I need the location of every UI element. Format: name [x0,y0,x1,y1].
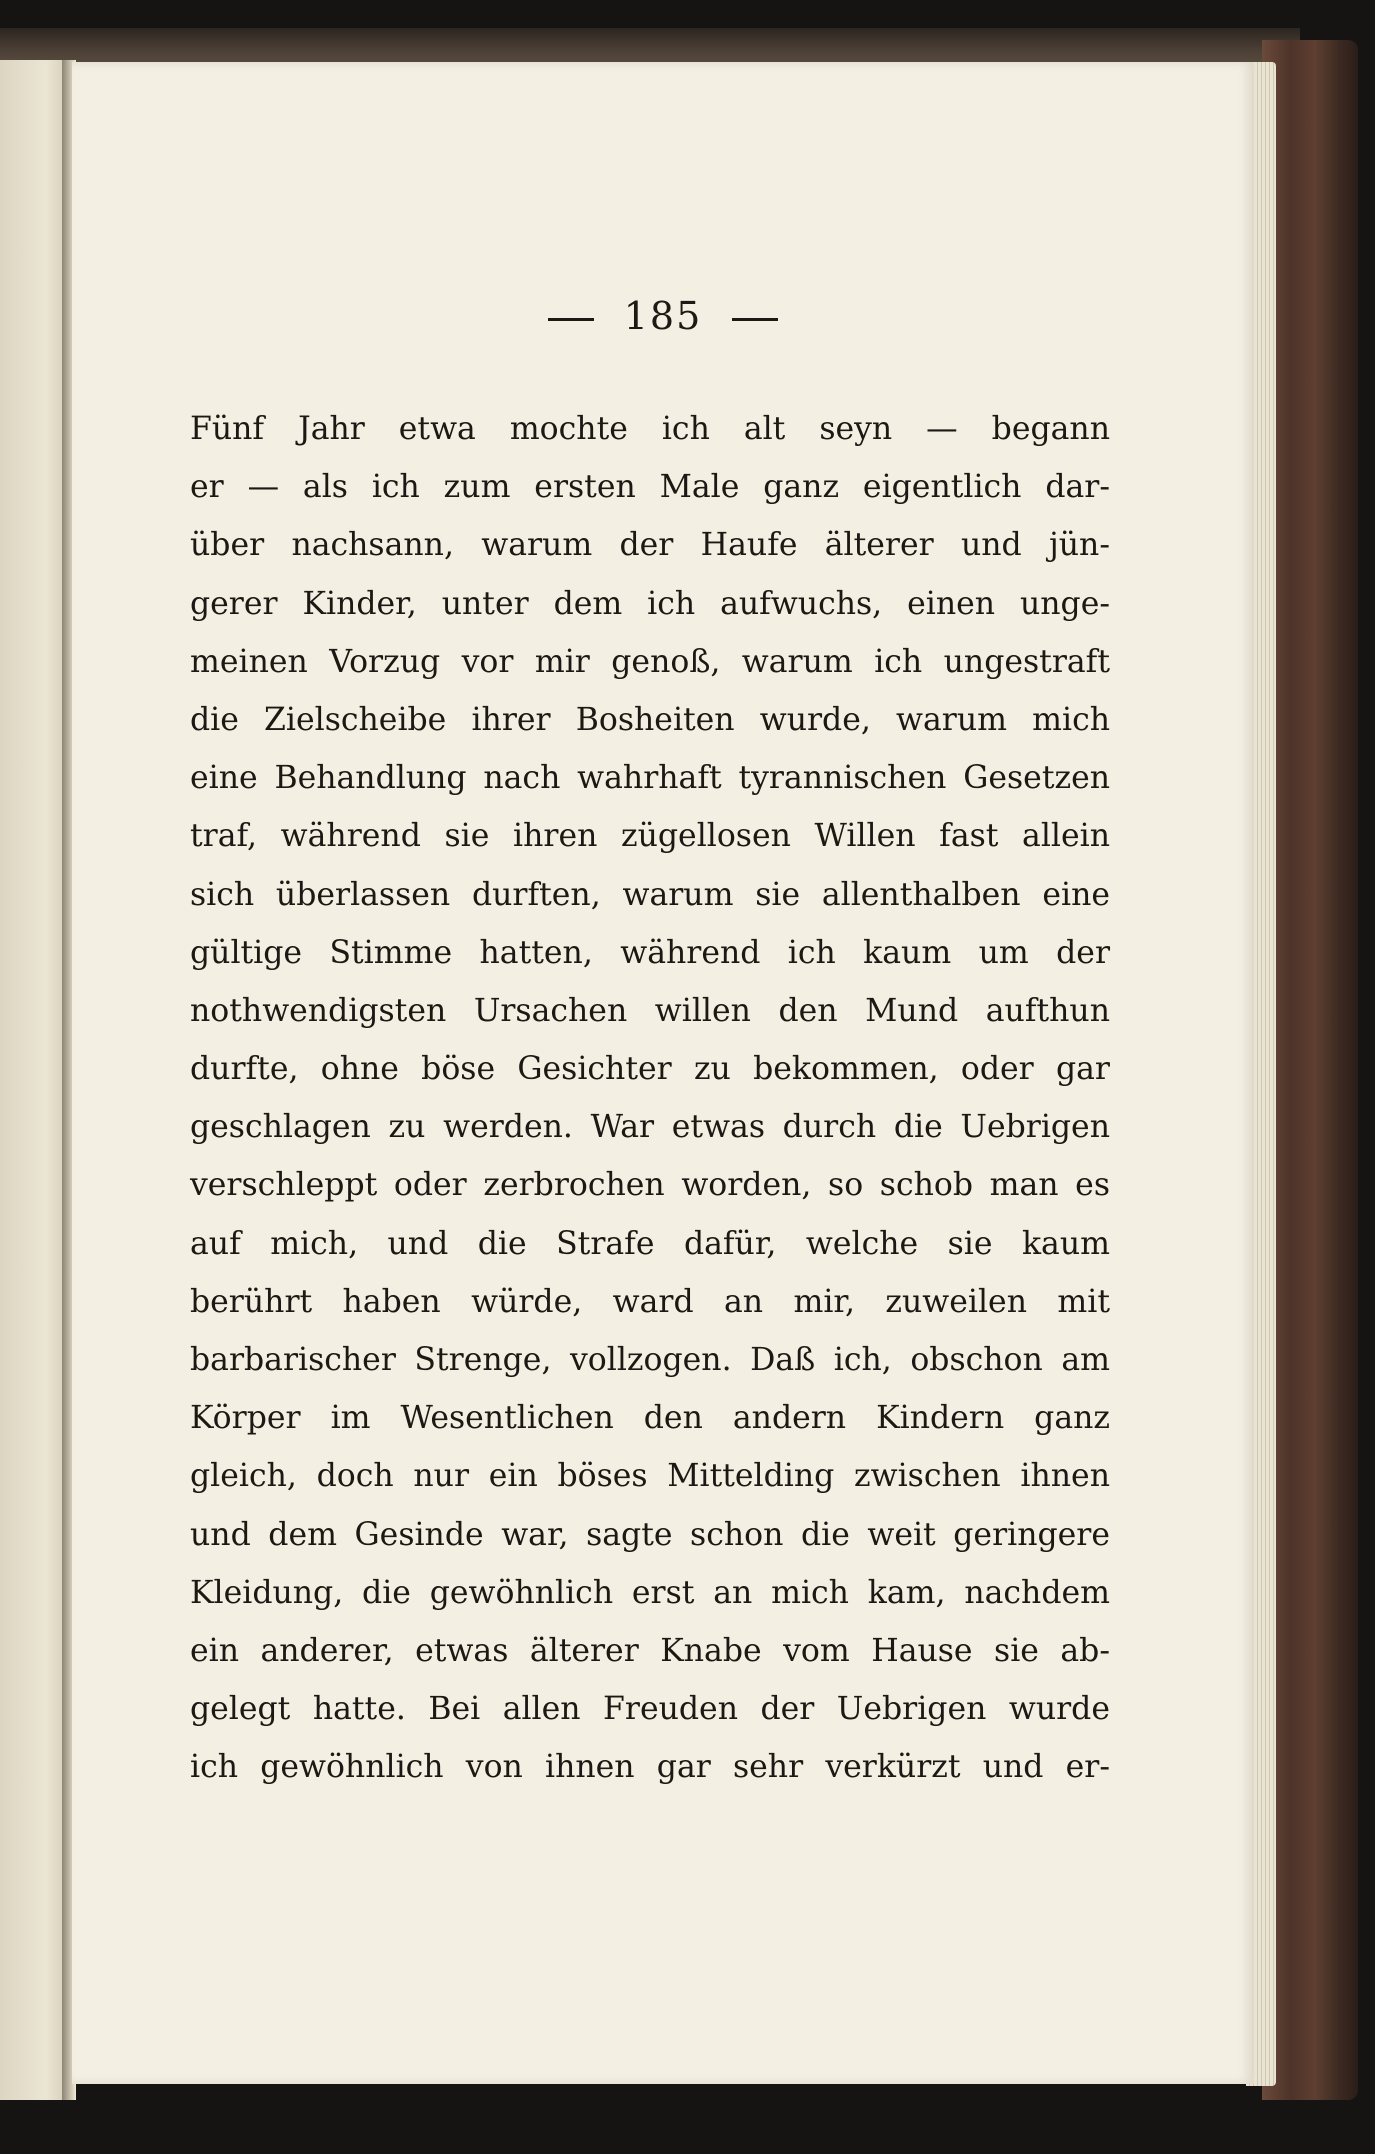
text-line: gelegt hatte. Bei allen Freuden der Uebrigen wurde [190,1691,1110,1728]
text-line: Kleidung, die gewöhnlich erst an mich kam, nachdem [190,1574,1110,1611]
text-line: gültige Stimme hatten, während ich kaum um der [190,934,1110,971]
text-line: gleich, doch nur ein böses Mittelding zwischen ihnen [190,1458,1110,1495]
text-line: Körper im Wesentlichen den andern Kindern ganz [190,1400,1110,1437]
text-line: traf, während sie ihren zügellosen Willen fast allein [190,818,1110,855]
text-line: durfte, ohne böse Gesichter zu bekommen, oder gar [190,1051,1110,1088]
text-line: eine Behandlung nach wahrhaft tyrannischen Gesetzen [190,760,1110,797]
page-body-text [190,400,1110,1797]
page-number: 185 [623,294,703,338]
text-line: verschleppt oder zerbrochen worden, so schob man es [190,1167,1110,1204]
text-line: gerer Kinder, unter dem ich aufwuchs, einen unge- [190,585,1110,622]
text-line: und dem Gesinde war, sagte schon die weit geringere [190,1516,1110,1553]
text-line: Fünf Jahr etwa mochte ich alt seyn — begann [190,411,1110,447]
text-line: meinen Vorzug vor mir genoß, warum ich ungestraft [190,643,1110,680]
text-line: er — als ich zum ersten Male ganz eigentlich dar- [190,469,1110,506]
text-line: die Zielscheibe ihrer Bosheiten wurde, warum mich [190,701,1110,738]
text-line: über nachsann, warum der Haufe älterer und jün- [190,527,1110,564]
text-line: geschlagen zu werden. War etwas durch die Uebrigen [190,1109,1110,1146]
text-line: nothwendigsten Ursachen willen den Mund aufthun [190,992,1110,1029]
facing-page-sliver [0,60,66,2100]
book-cover-top [0,28,1300,66]
text-line: berührt haben würde, ward an mir, zuweilen mit [190,1283,1110,1320]
text-line: ich gewöhnlich von ihnen gar sehr verkürzt und er- [190,1749,1110,1786]
text-line: sich überlassen durften, warum sie allenthalben eine [190,876,1110,913]
text-line: barbarischer Strenge, vollzogen. Daß ich, obschon am [190,1342,1110,1378]
header-dash-right [732,318,778,321]
book-cover-edge [1262,40,1358,2100]
text-line: auf mich, und die Strafe dafür, welche sie kaum [190,1225,1110,1262]
page-header [72,294,1254,338]
book-page [72,62,1254,2084]
text-line: ein anderer, etwas älterer Knabe vom Hause sie ab- [190,1632,1110,1669]
header-dash-left [548,318,594,321]
